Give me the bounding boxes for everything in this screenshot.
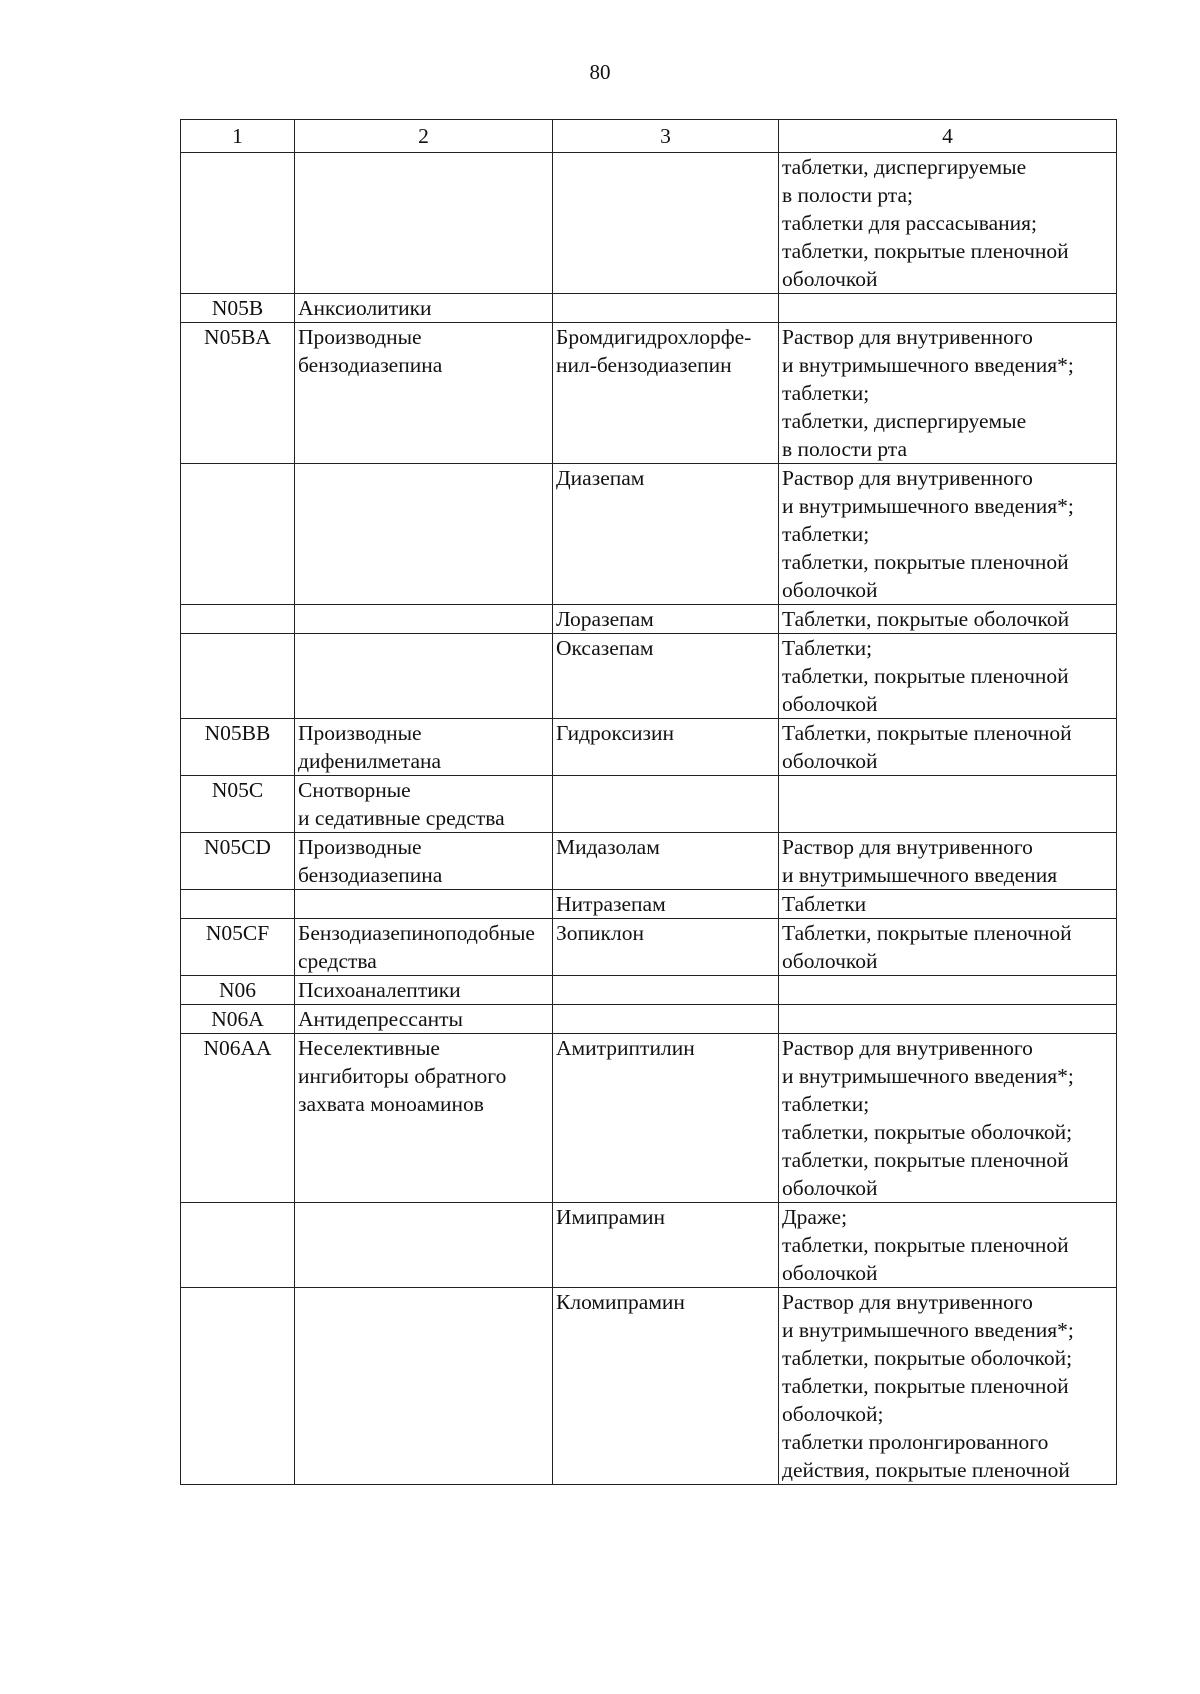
cell-text-line: таблетки, покрытые пленочной xyxy=(782,664,1069,688)
cell-text-line: оболочкой xyxy=(782,1261,878,1285)
cell-text-line: Раствор для внутривенного xyxy=(782,835,1033,859)
group-name-cell xyxy=(295,719,553,776)
page-number: 80 xyxy=(589,60,611,84)
table-row xyxy=(181,464,1117,605)
column-header-2: 2 xyxy=(295,120,553,153)
cell-text-line: в полости рта xyxy=(782,437,908,461)
drug-name-cell xyxy=(553,919,779,976)
cell-text-line: таблетки, диспергируемые xyxy=(782,409,1027,433)
table-row xyxy=(181,1034,1117,1203)
cell-text-line: захвата моноаминов xyxy=(298,1092,484,1116)
dosage-forms-cell xyxy=(779,323,1117,464)
dosage-forms-cell xyxy=(779,976,1117,1005)
group-name-cell xyxy=(295,833,553,890)
cell-text-line: таблетки; xyxy=(782,522,870,546)
cell-text-line: таблетки, покрытые пленочной xyxy=(782,1374,1069,1398)
table-row xyxy=(181,833,1117,890)
group-name-cell xyxy=(295,153,553,294)
group-name-cell xyxy=(295,605,553,634)
cell-text-line: и внутримышечного введения*; xyxy=(782,353,1074,377)
cell-text-line: Кломипрамин xyxy=(556,1290,685,1314)
drug-name-cell xyxy=(553,605,779,634)
cell-text-line: Мидазолам xyxy=(556,835,660,859)
cell-text-line: и седативные средства xyxy=(298,806,505,830)
table-row xyxy=(181,323,1117,464)
table-row xyxy=(181,1005,1117,1034)
cell-text-line: Раствор для внутривенного xyxy=(782,325,1033,349)
cell-text-line: Снотворные xyxy=(298,778,411,802)
table-row xyxy=(181,634,1117,719)
group-name-cell xyxy=(295,323,553,464)
atc-code-cell xyxy=(181,890,295,919)
drug-name-cell xyxy=(553,153,779,294)
cell-text-line: Производные xyxy=(298,835,422,859)
drug-name-cell xyxy=(553,323,779,464)
drug-name-cell xyxy=(553,1005,779,1034)
drug-name-cell xyxy=(553,833,779,890)
cell-text-line: бензодиазепина xyxy=(298,863,443,887)
table-row xyxy=(181,153,1117,294)
atc-code-cell: N05BA xyxy=(181,323,295,464)
group-name-cell xyxy=(295,1034,553,1203)
cell-text-line: дифенилметана xyxy=(298,749,442,773)
cell-text-line: Гидроксизин xyxy=(556,721,675,745)
cell-text-line: таблетки; xyxy=(782,1092,870,1116)
dosage-forms-cell xyxy=(779,919,1117,976)
cell-text-line: Амитриптилин xyxy=(556,1036,695,1060)
cell-text-line: оболочкой xyxy=(782,267,878,291)
drug-name-cell xyxy=(553,776,779,833)
cell-text-line: оболочкой; xyxy=(782,1402,884,1426)
dosage-forms-cell xyxy=(779,153,1117,294)
dosage-forms-cell xyxy=(779,634,1117,719)
cell-text-line: таблетки, покрытые пленочной xyxy=(782,1233,1069,1257)
cell-text-line: таблетки, покрытые оболочкой; xyxy=(782,1120,1073,1144)
cell-text-line: действия, покрытые пленочной xyxy=(782,1458,1070,1482)
cell-text-line: Таблетки; xyxy=(782,636,873,660)
cell-text-line: оболочкой xyxy=(782,578,878,602)
cell-text-line: Зопиклон xyxy=(556,921,644,945)
cell-text-line: таблетки; xyxy=(782,381,870,405)
medicines-table xyxy=(180,119,1117,1485)
drug-name-cell xyxy=(553,294,779,323)
table-row xyxy=(181,605,1117,634)
cell-text-line: Раствор для внутривенного xyxy=(782,1290,1033,1314)
cell-text-line: Антидепрессанты xyxy=(298,1007,463,1031)
cell-text-line: Бензодиазепиноподобные средства xyxy=(298,921,535,973)
atc-code-cell: N05CF xyxy=(181,919,295,976)
cell-text-line: Таблетки xyxy=(782,892,867,916)
cell-text-line: таблетки, покрытые оболочкой; xyxy=(782,1346,1073,1370)
table-header-row xyxy=(181,120,1117,153)
dosage-forms-cell xyxy=(779,719,1117,776)
cell-text-line: Оксазепам xyxy=(556,636,654,660)
dosage-forms-cell xyxy=(779,294,1117,323)
cell-text-line: таблетки пролонгированного xyxy=(782,1430,1049,1454)
cell-text-line: нил-бензодиазепин xyxy=(556,353,732,377)
group-name-cell xyxy=(295,1005,553,1034)
drug-name-cell xyxy=(553,464,779,605)
drug-name-cell xyxy=(553,719,779,776)
group-name-cell xyxy=(295,919,553,976)
table-row xyxy=(181,294,1117,323)
group-name-cell xyxy=(295,890,553,919)
table-row xyxy=(181,776,1117,833)
cell-text-line: Таблетки, покрытые оболочкой xyxy=(782,607,1070,631)
cell-text-line: Раствор для внутривенного xyxy=(782,1036,1033,1060)
cell-text-line: и внутримышечного введения*; xyxy=(782,1318,1074,1342)
cell-text-line: Психоаналептики xyxy=(298,978,461,1002)
cell-text-line: ингибиторы обратного xyxy=(298,1064,507,1088)
cell-text-line: таблетки, диспергируемые xyxy=(782,155,1027,179)
cell-text-line: Раствор для внутривенного xyxy=(782,466,1033,490)
table-row xyxy=(181,890,1117,919)
cell-text-line: и внутримышечного введения*; xyxy=(782,1064,1074,1088)
cell-text-line: Бромдигидрохлорфе- xyxy=(556,325,752,349)
column-header-1: 1 xyxy=(181,120,295,153)
cell-text-line: оболочкой xyxy=(782,749,878,773)
atc-code-cell xyxy=(181,1288,295,1485)
dosage-forms-cell xyxy=(779,605,1117,634)
dosage-forms-cell xyxy=(779,1203,1117,1288)
dosage-forms-cell xyxy=(779,776,1117,833)
atc-code-cell: N06 xyxy=(181,976,295,1005)
cell-text-line: Диазепам xyxy=(556,466,645,490)
group-name-cell xyxy=(295,464,553,605)
dosage-forms-cell xyxy=(779,1005,1117,1034)
group-name-cell xyxy=(295,1203,553,1288)
table-row xyxy=(181,919,1117,976)
cell-text-line: таблетки для рассасывания; xyxy=(782,211,1037,235)
cell-text-line: Неселективные xyxy=(298,1036,440,1060)
drug-name-cell xyxy=(553,976,779,1005)
atc-code-cell: N05B xyxy=(181,294,295,323)
cell-text-line: Таблетки, покрытые пленочной xyxy=(782,921,1072,945)
atc-code-cell: N05C xyxy=(181,776,295,833)
cell-text-line: и внутримышечного введения xyxy=(782,863,1058,887)
dosage-forms-cell xyxy=(779,464,1117,605)
group-name-cell xyxy=(295,294,553,323)
cell-text-line: Нитразепам xyxy=(556,892,666,916)
cell-text-line: в полости рта; xyxy=(782,183,913,207)
group-name-cell xyxy=(295,1288,553,1485)
cell-text-line: Имипрамин xyxy=(556,1205,666,1229)
cell-text-line: таблетки, покрытые пленочной xyxy=(782,1148,1069,1172)
cell-text-line: Лоразепам xyxy=(556,607,654,631)
cell-text-line: таблетки, покрытые пленочной xyxy=(782,239,1069,263)
group-name-cell xyxy=(295,776,553,833)
drug-name-cell xyxy=(553,1203,779,1288)
dosage-forms-cell xyxy=(779,1034,1117,1203)
cell-text-line: Таблетки, покрытые пленочной xyxy=(782,721,1072,745)
drug-name-cell xyxy=(553,634,779,719)
table-row xyxy=(181,1288,1117,1485)
cell-text-line: оболочкой xyxy=(782,692,878,716)
cell-text-line: Драже; xyxy=(782,1205,848,1229)
drug-name-cell xyxy=(553,1288,779,1485)
atc-code-cell xyxy=(181,464,295,605)
group-name-cell xyxy=(295,976,553,1005)
drug-name-cell xyxy=(553,1034,779,1203)
atc-code-cell xyxy=(181,605,295,634)
column-header-4: 4 xyxy=(779,120,1117,153)
dosage-forms-cell xyxy=(779,1288,1117,1485)
atc-code-cell xyxy=(181,634,295,719)
column-header-3: 3 xyxy=(553,120,779,153)
cell-text-line: Производные xyxy=(298,721,422,745)
cell-text-line: Анксиолитики xyxy=(298,296,432,320)
table-row xyxy=(181,976,1117,1005)
table-row xyxy=(181,719,1117,776)
table-body xyxy=(181,153,1117,1485)
atc-code-cell: N05BB xyxy=(181,719,295,776)
atc-code-cell xyxy=(181,1203,295,1288)
cell-text-line: таблетки, покрытые пленочной xyxy=(782,550,1069,574)
atc-code-cell xyxy=(181,153,295,294)
atc-code-cell: N06AA xyxy=(181,1034,295,1203)
dosage-forms-cell xyxy=(779,890,1117,919)
atc-code-cell: N05CD xyxy=(181,833,295,890)
cell-text-line: оболочкой xyxy=(782,1176,878,1200)
group-name-cell xyxy=(295,634,553,719)
drug-name-cell xyxy=(553,890,779,919)
table-row xyxy=(181,1203,1117,1288)
cell-text-line: бензодиазепина xyxy=(298,353,443,377)
cell-text-line: Производные xyxy=(298,325,422,349)
cell-text-line: оболочкой xyxy=(782,949,878,973)
dosage-forms-cell xyxy=(779,833,1117,890)
cell-text-line: и внутримышечного введения*; xyxy=(782,494,1074,518)
atc-code-cell: N06A xyxy=(181,1005,295,1034)
